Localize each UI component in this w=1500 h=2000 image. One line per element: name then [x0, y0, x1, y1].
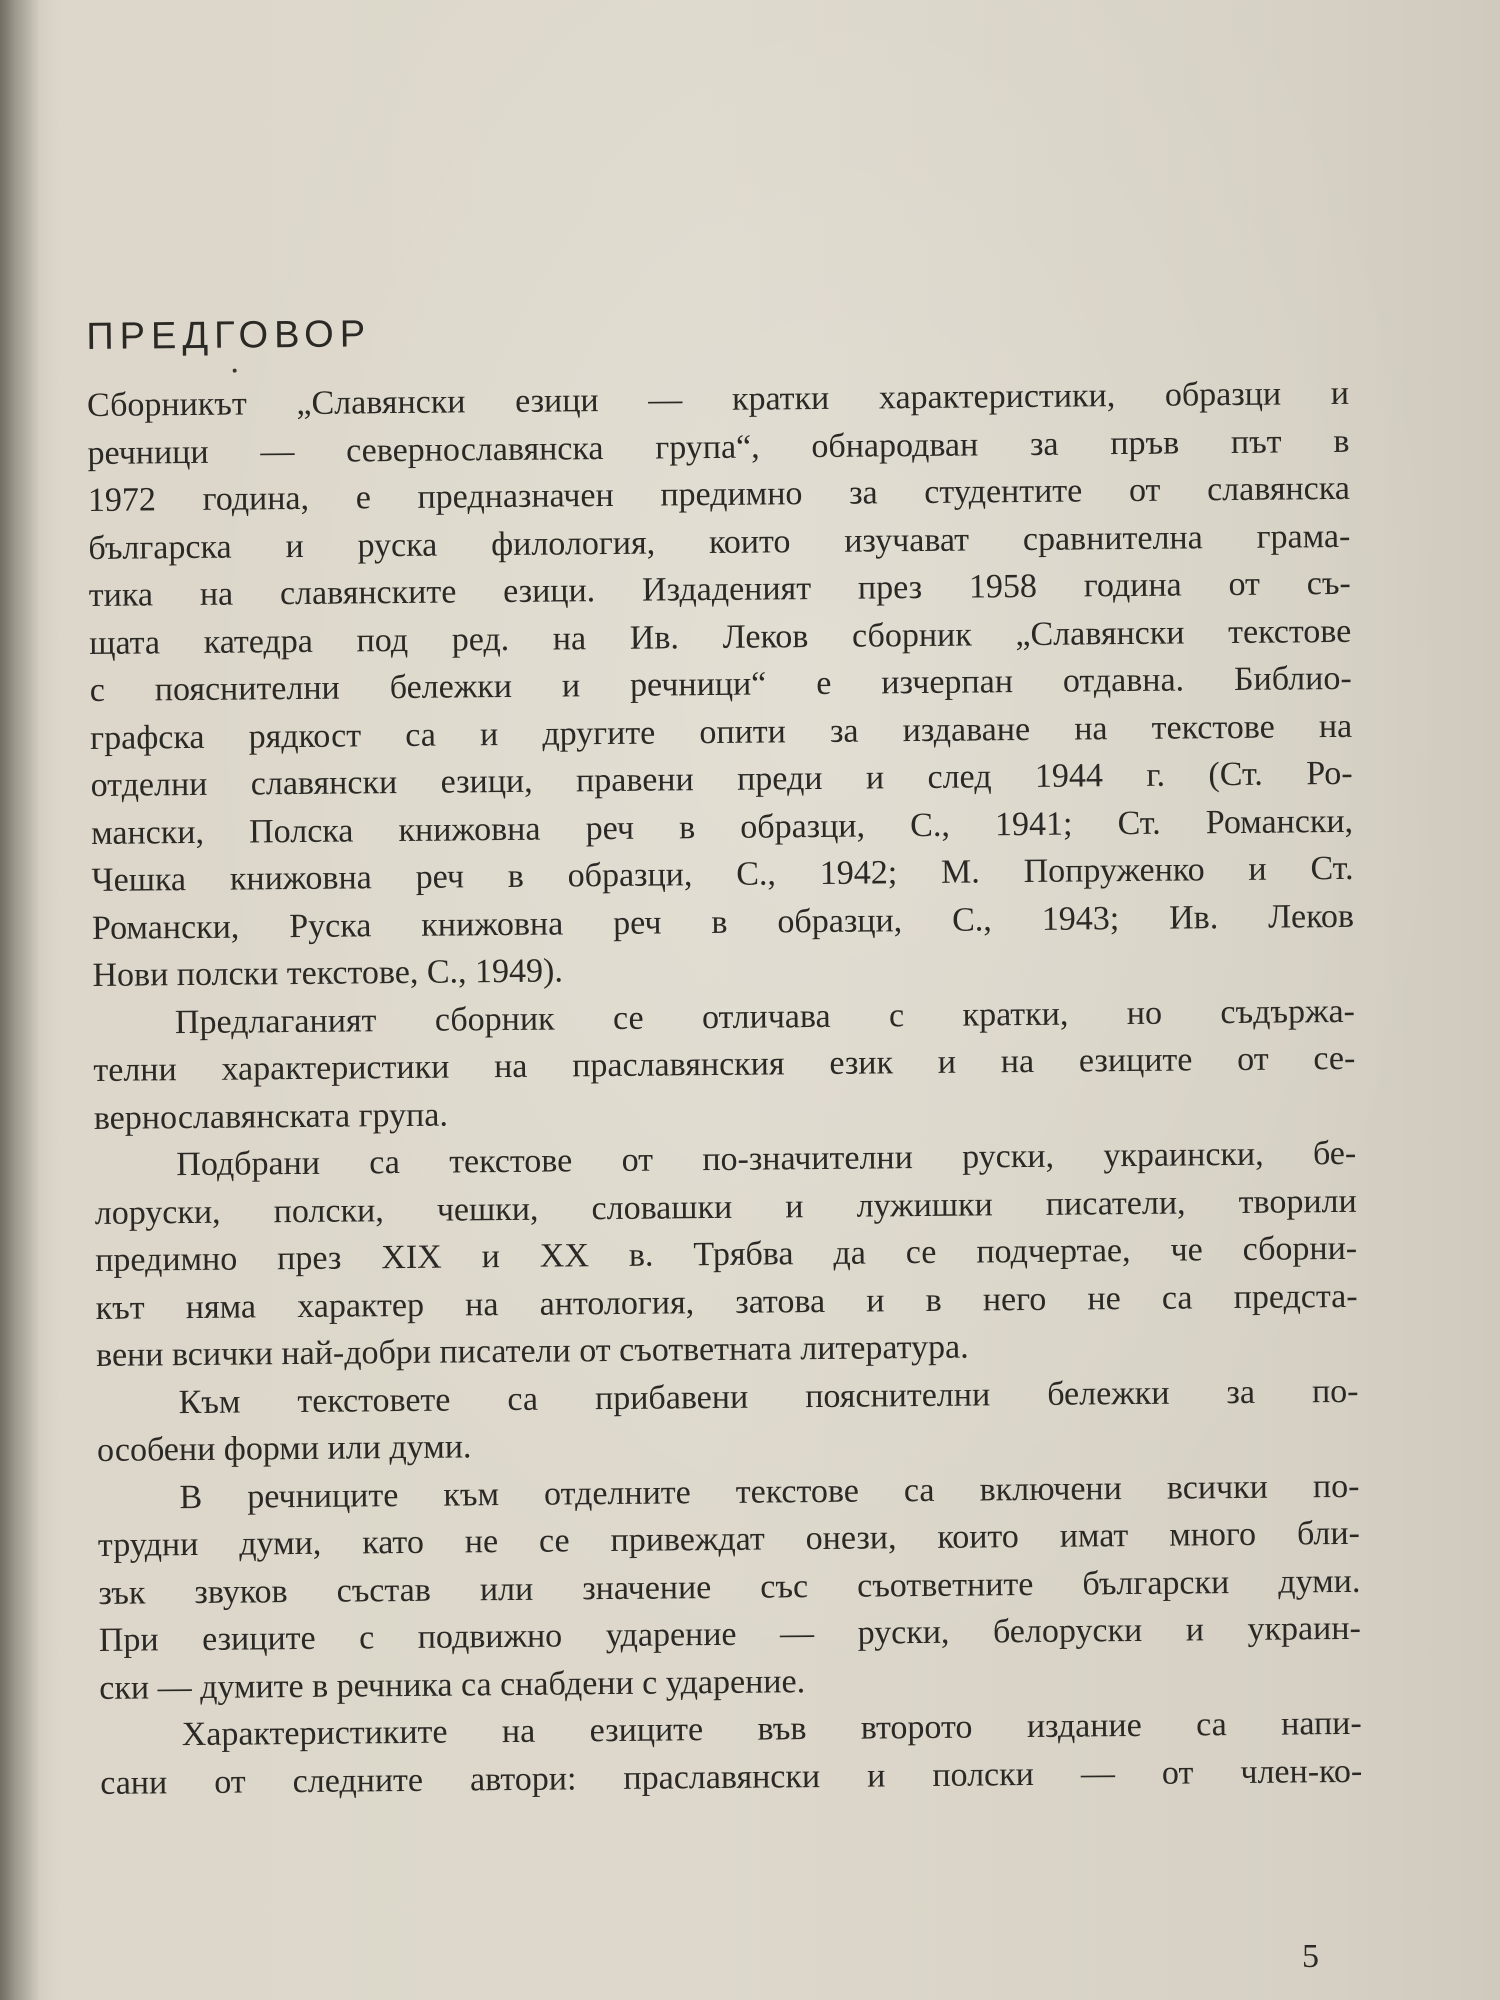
text-line: мански, Полска книжовна реч в образци, С., 1941; Ст. Романски,	[90, 802, 1354, 852]
text-line: тика на славянските езици. Издаденият през 1958 година от съ-	[88, 564, 1351, 614]
text-line: Предлаганият сборник се отличава с кратки, но съдържа-	[174, 992, 1356, 1041]
text-line: При езиците с подвижно ударение — руски, белоруски и украин-	[98, 1609, 1361, 1659]
page-number: 5	[1302, 1938, 1319, 1975]
paragraph-6	[100, 1700, 1363, 1807]
text-line: речници — севернославянска група“, обнародван за пръв път в	[87, 422, 1350, 472]
text-line: трудни думи, като не се привеждат онези, които имат много бли-	[97, 1514, 1361, 1564]
paragraph-3	[94, 1130, 1358, 1380]
paragraph-4	[96, 1367, 1359, 1474]
text-line: лоруски, полски, чешки, словашки и лужишки писатели, творили	[94, 1182, 1357, 1232]
ink-speck	[233, 369, 237, 373]
text-line: 1972 година, е предназначен предимно за студентите от славянска	[87, 469, 1351, 519]
text-line: българска и руска филология, които изучават сравнителна грама-	[88, 517, 1351, 567]
text-line: вени всички най-добри писатели от съответната литература.	[95, 1328, 969, 1374]
text-line: В речниците към отделните текстове са включени всички по-	[179, 1467, 1360, 1516]
text-line: ски — думите в речника са снабдени с ударение.	[99, 1662, 806, 1707]
text-line: щата катедра под ред. на Ив. Леков сборник „Славянски текстове	[89, 612, 1352, 662]
text-block	[86, 288, 1362, 1807]
text-line: Сборникът „Славянски езици — кратки характеристики, образци и	[86, 374, 1350, 424]
paragraph-1	[87, 370, 1355, 1000]
text-line: Към текстовете са прибавени пояснителни бележки за по-	[178, 1372, 1359, 1421]
text-line: с пояснителни бележки и речници“ е изчерпан отдавна. Библио-	[89, 659, 1352, 709]
text-line: особени форми или думи.	[96, 1428, 472, 1469]
text-line: вернославянската група.	[93, 1096, 449, 1137]
text-line: сани от следните автори: праславянски и полски — от член-ко-	[100, 1752, 1363, 1802]
text-line: Нови полски текстове, С., 1949).	[92, 952, 564, 994]
text-line: телни характеристики на праславянския език и на езиците от се-	[93, 1039, 1356, 1089]
page-title: ПРЕДГОВОР	[86, 313, 372, 358]
text-line: графска рядкост са и другите опити за издаване на текстове на	[90, 707, 1353, 757]
paragraph-2	[93, 987, 1356, 1142]
text-line: Характеристиките на езиците във второто издание са напи-	[181, 1704, 1362, 1754]
text-line: кът няма характер на антология, затова и в него не са предста-	[95, 1277, 1358, 1327]
text-line: Чешка книжовна реч в образци, С., 1942; М. Попруженко и Ст.	[91, 849, 1354, 899]
text-line: предимно през XIX и XX в. Трябва да се подчертае, че сборни-	[95, 1229, 1358, 1279]
text-line: Романски, Руска книжовна реч в образци, С., 1943; Ив. Леков	[91, 897, 1355, 947]
binding-shadow	[0, 0, 40, 2000]
text-line: Подбрани са текстове от по-значителни руски, украински, бе-	[176, 1134, 1357, 1184]
paragraph-5	[97, 1462, 1361, 1712]
text-line: зък звуков състав или значение със съответните български думи.	[98, 1562, 1361, 1612]
text-line: отделни славянски езици, правени преди и след 1944 г. (Ст. Ро-	[90, 754, 1353, 804]
